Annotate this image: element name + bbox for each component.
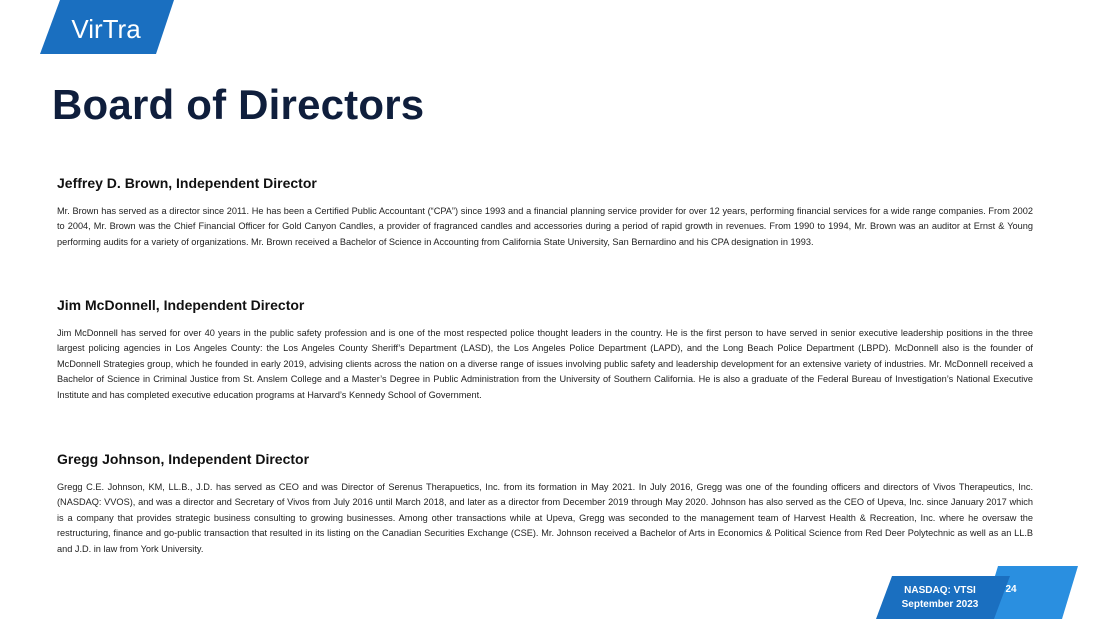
director-name: Jim McDonnell, Independent Director [57,297,305,313]
footer-info [884,584,996,612]
director-bio: Mr. Brown has served as a director since 2011. He has been a Certified Public Accountant (“CPA”) since 1993 and a financial planning service provider for over 12 years, performing financial services for a wide range companies. From 2002 to 2004, Mr. Brown was the Chief Financial Officer for Gold Canyon Candles, a provider of fragranced candles and accessories during a period of rapid growth in revenues. From 1990 to 1994, Mr. Brown was an auditor at Ernst & Young performing audits for a variety of organizations. Mr. Brown received a Bachelor of Science in Accounting from California State University, San Bernardino and his CPA designation in 1993. [57,206,1033,247]
director-entry-mcdonnell [57,296,1033,403]
director-entry-brown [57,174,1033,250]
virtra-logo [40,0,174,54]
director-name: Gregg Johnson, Independent Director [57,451,310,467]
director-bio: Jim McDonnell has served for over 40 years in the public safety profession and is one of the most respected police thought leaders in the country. He is the first person to have served in senior executive leadership positions in the three largest policing agencies in Los Angeles County: the Los Angeles County Sheriff’s Department (LASD), the Los Angeles Police Department (LAPD), and the Long Beach Police Department (LBPD). McDonnell also is the founder of McDonnell Strategies group, which he founded in early 2019, advising clients across the nation on a diverse range of issues involving public safety and leadership development for an extensive variety of industries. Mr. McDonnell received a Bachelor of Science in Criminal Justice from St. Anslem College and a Master’s Degree in Public Administration from the University of Southern California. He is also a graduate of the Federal Bureau of Investigation’s National Executive Institute and has completed executive education programs at Harvard’s Kennedy School of Government. [57,328,1033,400]
director-entry-johnson [57,450,1033,557]
ticker-label: NASDAQ: VTSI [904,585,976,596]
page-title: Board of Directors [52,81,425,128]
logo-text: VirTra [71,14,141,44]
director-name: Jeffrey D. Brown, Independent Director [57,175,317,191]
date-label: September 2023 [901,599,979,610]
director-bio: Gregg C.E. Johnson, KM, LL.B., J.D. has served as CEO and was Director of Serenus Therapuetics, Inc. from its formation in May 2021. In July 2016, Gregg was one of the founding officers and directors of Vivos Therapeutics, Inc. (NASDAQ: VVOS), and was a director and Secretary of Vivos from July 2016 until March 2018, and later as a director from December 2019 through May 2020. Johnson has also served as the CEO of Upeva, Inc. since January 2017 which is a company that provides strategic business consulting to growing businesses. Among other transactions while at Upeva, Gregg was seconded to the management team of Harvest Health & Recreation, Inc. where he oversaw the restructuring, finance and go-public transaction that resulted in its listing on the Canadian Securities Exchange (CSE). Mr. Johnson received a Bachelor of Arts in Economics & Political Science from Red Deer Polytechnic as well as an LL.B and J.D. in law from York University. [57,482,1033,554]
page-number: 24 [1005,584,1017,595]
logo-banner-shape [40,0,174,54]
